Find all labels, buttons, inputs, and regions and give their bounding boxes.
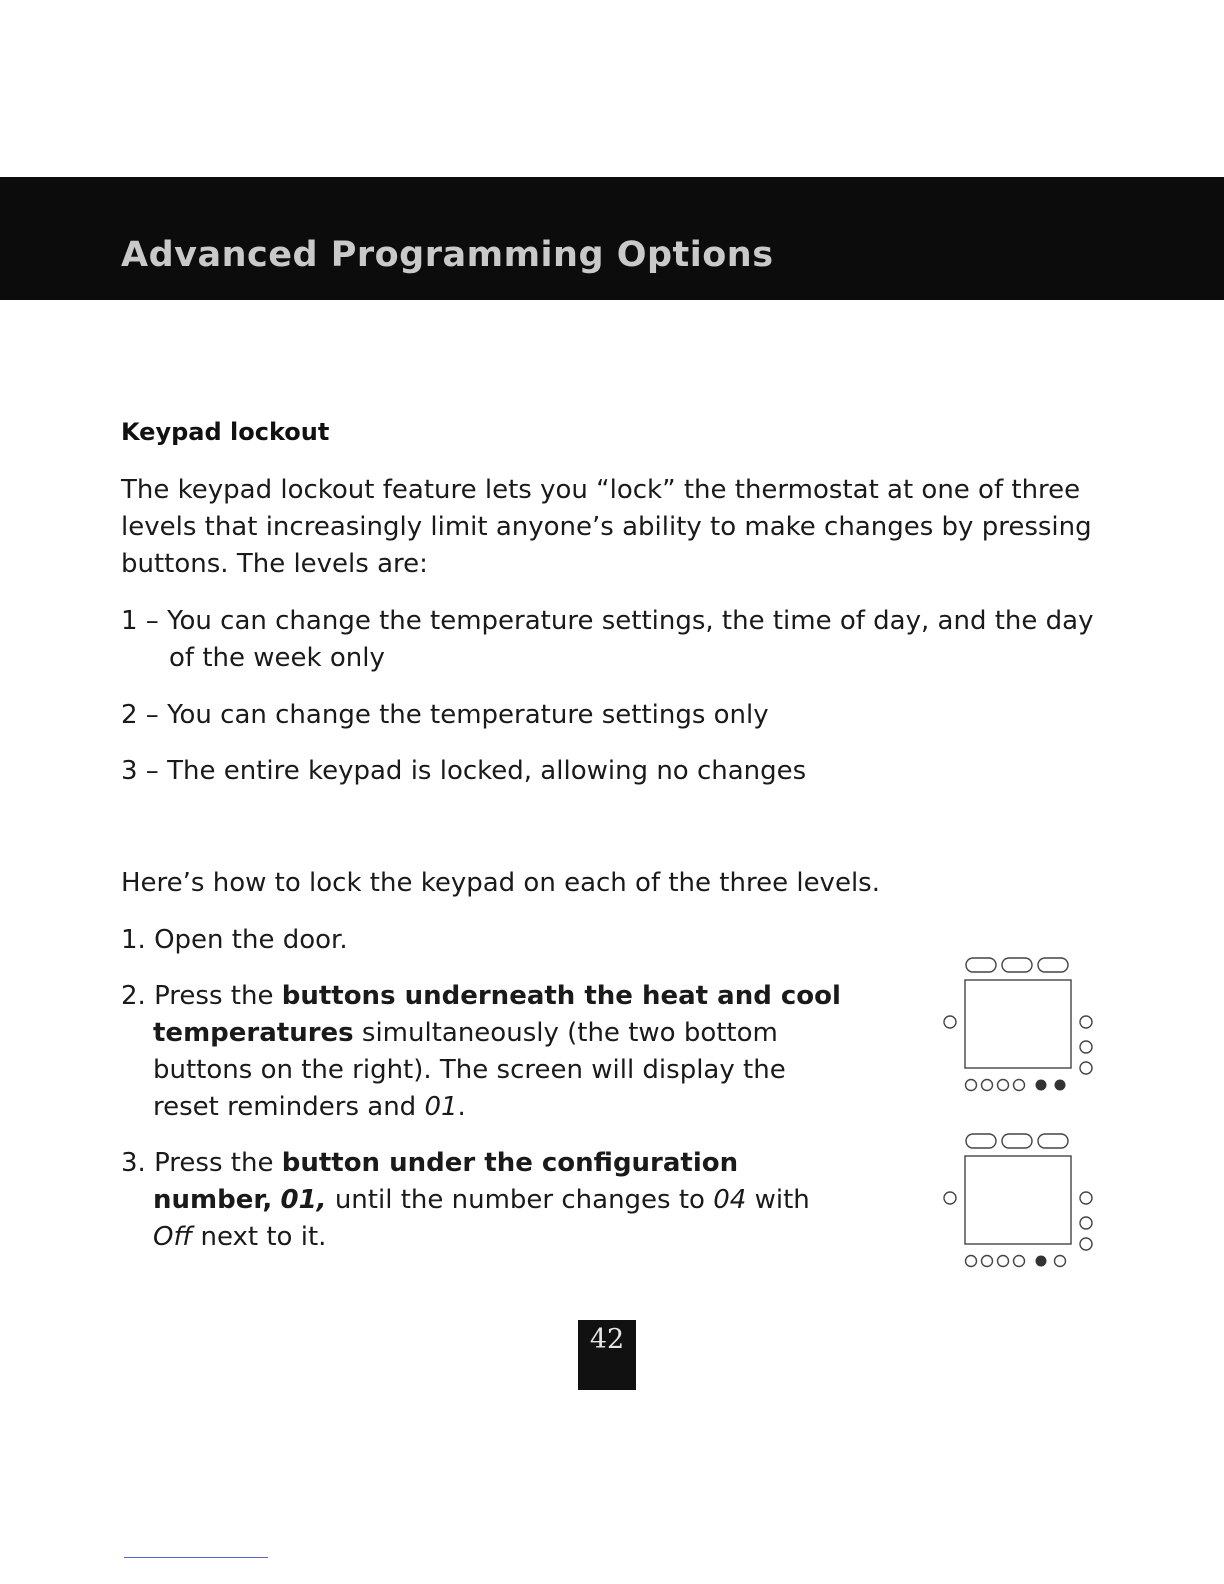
footer-rule xyxy=(124,1557,268,1558)
bottom-button xyxy=(998,1256,1009,1267)
lockout-level-1: 1 – You can change the temperature settings, the time of day, and the day of the week only xyxy=(121,606,1094,673)
thermostat-diagram-icon xyxy=(936,1128,1100,1272)
top-button xyxy=(966,1134,996,1148)
display-screen xyxy=(965,1156,1071,1244)
right-button xyxy=(1080,1238,1092,1250)
step-3: 3. Press the button under the configuration number, 01, until the number changes to 04 with Off next to it. xyxy=(121,1148,810,1252)
left-button xyxy=(944,1192,956,1204)
right-button xyxy=(1080,1192,1092,1204)
top-button xyxy=(1038,958,1068,972)
right-button xyxy=(1080,1041,1092,1053)
thermostat-diagram-icon xyxy=(936,952,1100,1096)
page-number: 42 xyxy=(589,1324,625,1355)
bottom-button xyxy=(966,1256,977,1267)
bottom-button xyxy=(1014,1080,1025,1091)
display-screen xyxy=(965,980,1071,1068)
intro-paragraph: The keypad lockout feature lets you “lock” the thermostat at one of three levels that increasingly limit anyone’s ability to make changes by pressing buttons. The levels are: xyxy=(121,475,1092,579)
bottom-button xyxy=(998,1080,1009,1091)
bottom-button xyxy=(982,1256,993,1267)
step-2: 2. Press the buttons underneath the heat and cool temperatures simultaneously (the two bottom buttons on the right). The screen will display the reset reminders and 01. xyxy=(121,981,841,1122)
top-button xyxy=(966,958,996,972)
right-button xyxy=(1080,1217,1092,1229)
bottom-button xyxy=(1014,1256,1025,1267)
top-button xyxy=(1038,1134,1068,1148)
top-button xyxy=(1002,958,1032,972)
lockout-level-2: 2 – You can change the temperature settings only xyxy=(121,700,769,730)
bottom-button xyxy=(1055,1256,1066,1267)
pressed-config-button xyxy=(1036,1256,1047,1267)
page-title: Advanced Programming Options xyxy=(121,235,774,275)
pressed-cool-button xyxy=(1055,1080,1066,1091)
step-1: 1. Open the door. xyxy=(121,925,348,955)
pressed-heat-button xyxy=(1036,1080,1047,1091)
right-button xyxy=(1080,1016,1092,1028)
top-button xyxy=(1002,1134,1032,1148)
left-button xyxy=(944,1016,956,1028)
section-heading: Keypad lockout xyxy=(121,418,330,446)
lockout-level-3: 3 – The entire keypad is locked, allowing no changes xyxy=(121,756,807,786)
bottom-button xyxy=(966,1080,977,1091)
bottom-button xyxy=(982,1080,993,1091)
howto-intro: Here’s how to lock the keypad on each of the three levels. xyxy=(121,868,880,898)
right-button xyxy=(1080,1062,1092,1074)
